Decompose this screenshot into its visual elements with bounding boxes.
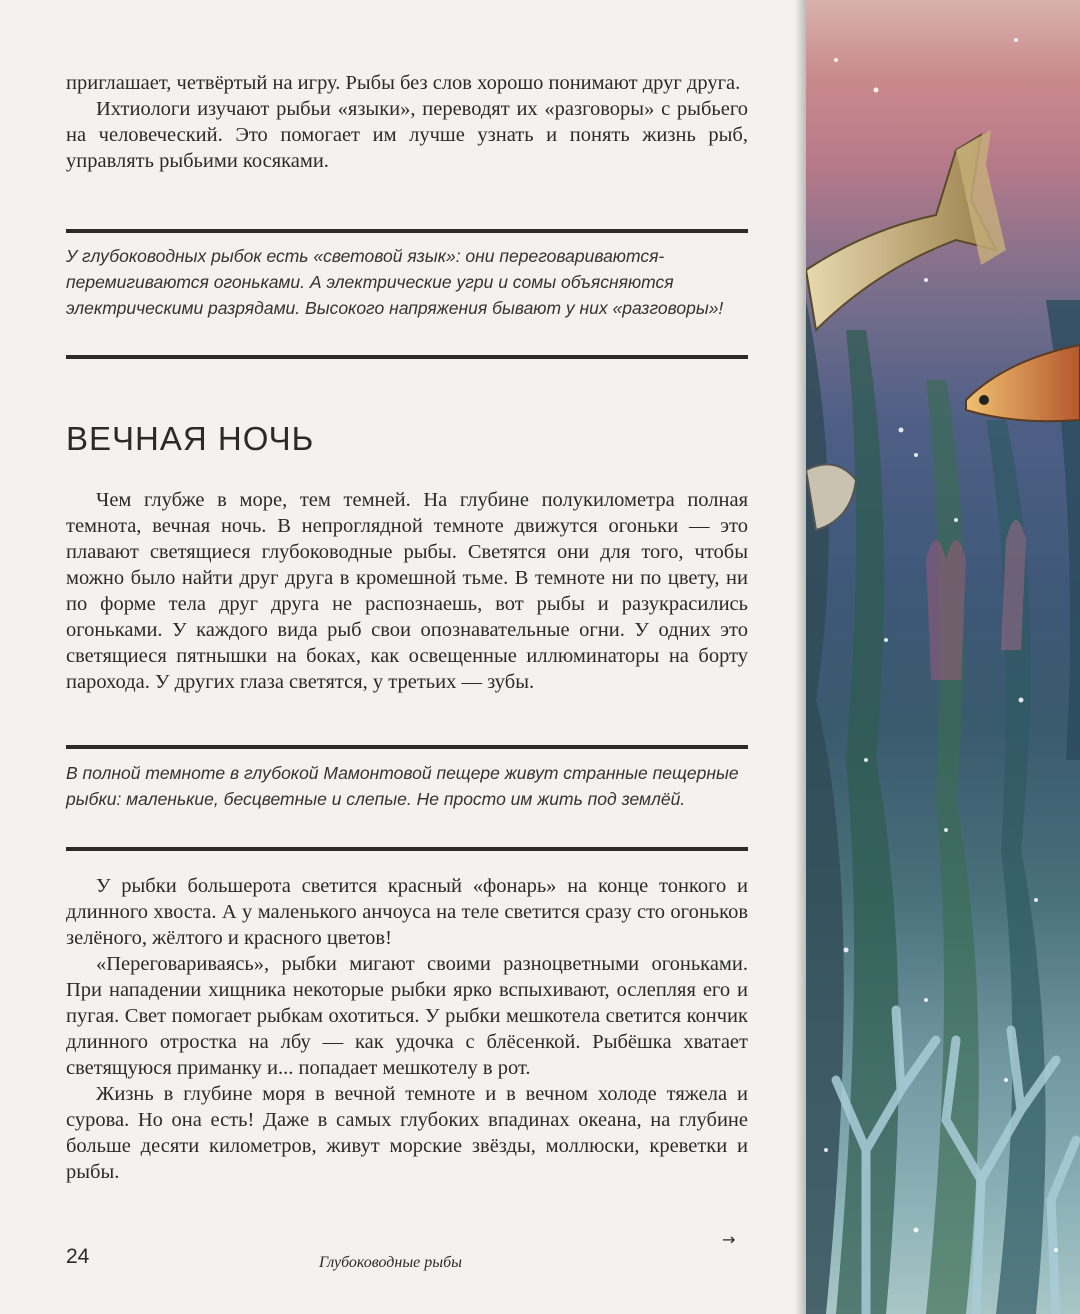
sidebar-note-1: У глубоководных рыбок есть «световой язык»: они переговариваются-перемигиваются огоньками. А электрические угри и сомы объясняются электрическими разрядами. Высокого напряжения бывают у них «разговоры»! [66, 246, 724, 318]
intro-text [66, 70, 748, 174]
sidebar-note-2: В полной темноте в глубокой Мамонтовой пещере живут странные пещерные рыбки: маленькие, бесцветные и слепые. Не просто им жить под землёй. [66, 763, 739, 809]
closing-paragraph-3: Жизнь в глубине моря в вечной темноте и в вечном холоде тяжела и сурова. Но она есть! Даже в самых глубоких впадинах океана, на глубине больше десяти километров, живут морские звёзды, моллюски, креветки и рыбы. [66, 1083, 748, 1183]
section-paragraph-1: Чем глубже в море, тем темней. На глубине полукилометра полная темнота, вечная ночь. В непроглядной темноте движутся огоньки — это плавают светящиеся глубоководные рыбы. Светятся они для того, чтобы можно было найти друг друга в кромешной тьме. В темноте ни по цвету, ни по форме тела друг друга не распознаешь, вот рыбы и разукрасились огоньками. У каждого вида рыб свои опознавательные огни. У одних это светящиеся пятнышки на боках, как освещенные иллюминаторы на борту парохода. У других глаза светятся, у третьих — зубы. [66, 489, 748, 693]
seaweed-fish-painting [806, 0, 1080, 1314]
closing-paragraph-2: «Переговариваясь», рыбки мигают своими разноцветными огоньками. При нападении хищника некоторые рыбки ярко вспыхивают, ослепляя его и пугая. Свет помогает рыбкам охотиться. У рыбки мешкотела светится кончик длинного отростка на лбу — как удочка с блёсенкой. Рыбёшка хватает светящуюся приманку и... попадает мешкотелу в рот. [66, 953, 748, 1079]
note-rule-top-1 [66, 229, 748, 233]
underwater-illustration [806, 0, 1080, 1314]
intro-paragraph-1: приглашает, четвёртый на игру. Рыбы без слов хорошо понимают друг друга. [66, 72, 741, 94]
note-rule-top-2 [66, 745, 748, 749]
page-number: 24 [66, 1245, 90, 1268]
section-title: ВЕЧНАЯ НОЧЬ [66, 420, 315, 457]
note-rule-bottom-2 [66, 847, 748, 851]
closing-paragraph-1: У рыбки большерота светится красный «фонарь» на конце тонкого и длинного хвоста. А у маленького анчоуса на теле светится сразу сто огоньков зелёного, жёлтого и красного цветов! [66, 875, 748, 949]
next-topic-label: Глубоководные рыбы [318, 1254, 462, 1271]
intro-paragraph-2: Ихтиологи изучают рыбьи «языки», переводят их «разговоры» с рыбьего на человеческий. Это помогает им лучше узнать и понять жизнь рыб, управлять рыбьими косяками. [66, 98, 748, 172]
closing-text [66, 873, 748, 1185]
section-body [66, 487, 748, 695]
next-arrow-icon: → [722, 1230, 736, 1249]
note-rule-bottom-1 [66, 355, 748, 359]
